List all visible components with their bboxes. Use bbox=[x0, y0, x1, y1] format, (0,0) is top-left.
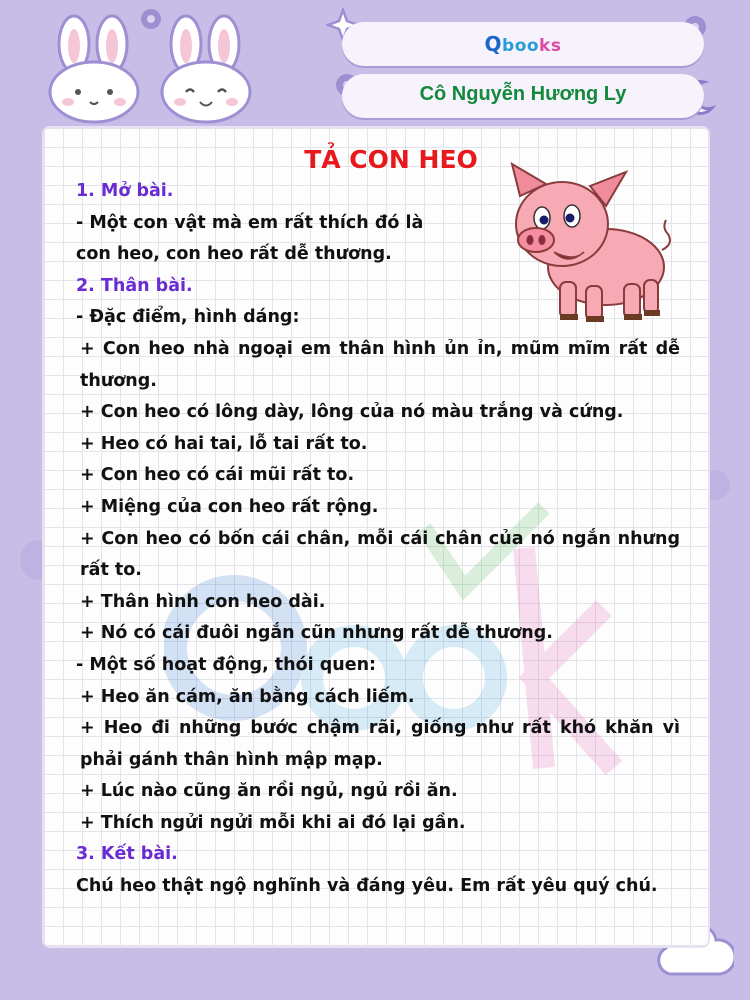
habit-item: + Heo đi những bước chậm rãi, giống như rất khó khăn vì phải gánh thân hình mập mạp. bbox=[80, 718, 680, 770]
intro-paragraph: - Một con vật mà em rất thích đó là con heo, con heo rất dễ thương. bbox=[76, 212, 424, 265]
habit-item: + Lúc nào cũng ăn rồi ngủ, ngủ rồi ăn. bbox=[80, 781, 458, 802]
feature-item: + Con heo có cái mũi rất to. bbox=[80, 465, 355, 486]
logo-letters-boo: boo bbox=[502, 36, 540, 56]
section-heading-conclusion: 3. Kết bài. bbox=[76, 844, 178, 865]
qbooks-logo bbox=[485, 32, 562, 56]
bunny-icon bbox=[40, 14, 150, 126]
section-heading-intro: 1. Mở bài. bbox=[76, 181, 174, 201]
feature-item: + Thân hình con heo dài. bbox=[80, 591, 326, 612]
essay-content bbox=[76, 145, 680, 903]
features-heading: - Đặc điểm, hình dáng: bbox=[76, 307, 300, 328]
feature-item: + Con heo có lông dày, lông của nó màu trắng và cứng. bbox=[80, 402, 624, 423]
teacher-name: Cô Nguyễn Hương Ly bbox=[419, 83, 627, 105]
conclusion-paragraph: Chú heo thật ngộ nghĩnh và đáng yêu. Em rất yêu quý chú. bbox=[76, 876, 658, 897]
habit-item: + Thích ngửi ngửi mỗi khi ai đó lại gần. bbox=[80, 812, 466, 833]
habits-heading: - Một số hoạt động, thói quen: bbox=[76, 654, 377, 675]
flower-icon bbox=[138, 6, 164, 32]
feature-item: + Heo có hai tai, lỗ tai rất to. bbox=[80, 433, 368, 454]
feature-item: + Con heo nhà ngoại em thân hình ủn ỉn, mũm mĩm rất dễ thương. bbox=[80, 338, 680, 391]
feature-item: + Nó có cái đuôi ngắn cũn nhưng rất dễ thương. bbox=[80, 623, 553, 644]
logo-letter-q: Q bbox=[484, 32, 503, 56]
bunny-icon bbox=[152, 14, 262, 126]
logo-letters-ks: ks bbox=[539, 36, 562, 56]
feature-item: + Con heo có bốn cái chân, mỗi cái chân của nó ngắn nhưng rất to. bbox=[80, 528, 680, 581]
essay-title: TẢ CON HEO bbox=[304, 145, 478, 174]
feature-item: + Miệng của con heo rất rộng. bbox=[80, 496, 379, 517]
teacher-banner bbox=[342, 74, 704, 118]
logo-banner bbox=[342, 22, 704, 66]
section-heading-body: 2. Thân bài. bbox=[76, 275, 193, 296]
habit-item: + Heo ăn cám, ăn bằng cách liếm. bbox=[80, 686, 415, 707]
